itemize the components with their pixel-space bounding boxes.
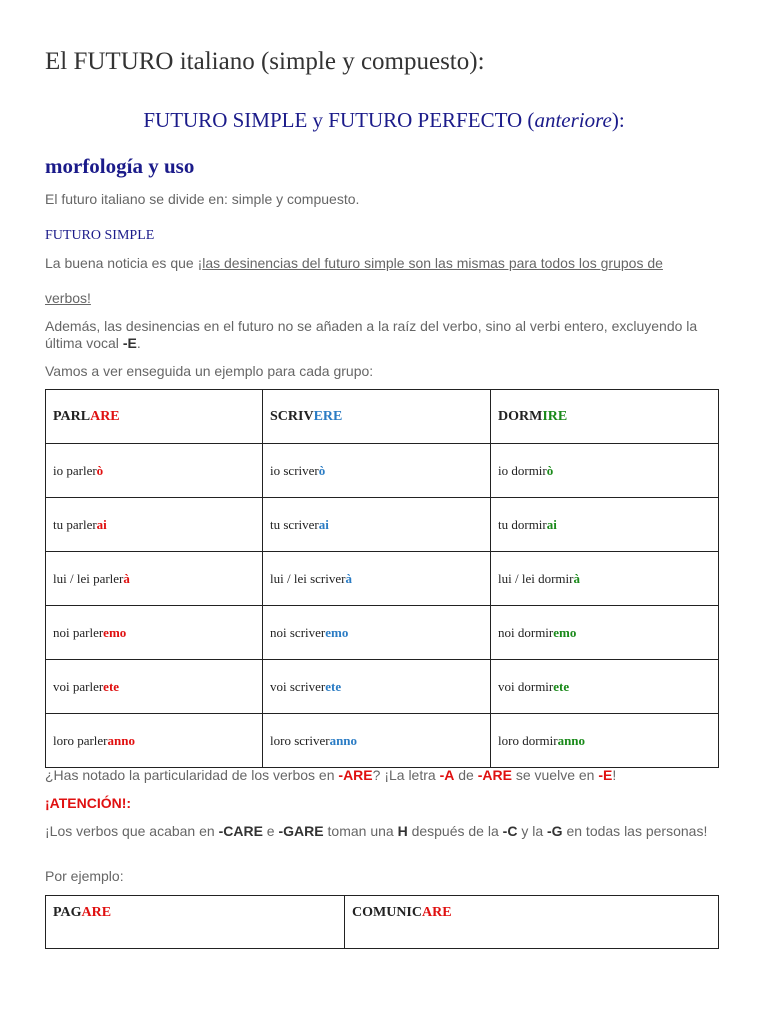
table-cell: lui / lei scriverà xyxy=(263,552,491,606)
table-cell: noi dormiremo xyxy=(491,606,719,660)
header-pagare: PAGARE xyxy=(46,896,345,949)
good-news-line-1 xyxy=(45,255,663,272)
table-cell: lui / lei parlerà xyxy=(46,552,263,606)
table-row xyxy=(46,444,719,498)
section-heading-futuro-simple: FUTURO SIMPLE xyxy=(45,228,155,243)
conjugation-table xyxy=(45,389,719,768)
care-table xyxy=(45,895,719,949)
table-row xyxy=(46,498,719,552)
table-cell: tu dormirai xyxy=(491,498,719,552)
heading-morfologia: morfología y uso xyxy=(45,154,195,178)
table-cell: lui / lei dormirà xyxy=(491,552,719,606)
atencion-heading: ¡ATENCIÓN!: xyxy=(45,795,132,811)
table-cell: voi parlerete xyxy=(46,660,263,714)
ademas-end: . xyxy=(136,335,141,351)
header-parlare: PARLARE xyxy=(46,390,263,444)
table-cell: voi scriverete xyxy=(263,660,491,714)
table-row xyxy=(46,660,719,714)
subtitle-italic: anteriore xyxy=(534,108,612,132)
table-row xyxy=(46,714,719,768)
table-cell: noi parleremo xyxy=(46,606,263,660)
ademas-bold: -E xyxy=(122,335,137,351)
header-comunicare: COMUNICARE xyxy=(345,896,719,949)
notado-paragraph: ¿Has notado la particularidad de los verbos en -ARE? ¡La letra -A de -ARE se vuelve en -E! xyxy=(45,767,617,783)
table-row xyxy=(46,606,719,660)
table-header-row xyxy=(46,390,719,444)
table-row xyxy=(46,552,719,606)
header-dormire: DORMIRE xyxy=(491,390,719,444)
table-cell: noi scriveremo xyxy=(263,606,491,660)
ademas-paragraph xyxy=(45,318,725,352)
table-header-row xyxy=(46,896,719,949)
table-cell: loro scriveranno xyxy=(263,714,491,768)
table-cell: loro dormiranno xyxy=(491,714,719,768)
table-cell: io parlerò xyxy=(46,444,263,498)
table-cell: voi dormirete xyxy=(491,660,719,714)
table-cell: loro parleranno xyxy=(46,714,263,768)
table-cell: io dormirò xyxy=(491,444,719,498)
good-news-underlined-1: las desinencias del futuro simple son las mismas para todos los grupos de xyxy=(202,255,663,271)
table-cell: tu scriverai xyxy=(263,498,491,552)
por-ejemplo: Por ejemplo: xyxy=(45,868,124,884)
good-news-before: La buena noticia es que ¡ xyxy=(45,255,203,271)
subtitle xyxy=(0,108,768,133)
table-cell: tu parlerai xyxy=(46,498,263,552)
page-title: El FUTURO italiano (simple y compuesto): xyxy=(45,48,485,75)
ademas-text: Además, las desinencias en el futuro no se añaden a la raíz del verbo, sino al verbi entero, excluyendo la última vocal xyxy=(45,318,698,351)
table-cell: io scriverò xyxy=(263,444,491,498)
subtitle-text: FUTURO SIMPLE y FUTURO PERFECTO ( xyxy=(143,108,535,132)
subtitle-close: ): xyxy=(611,108,625,132)
care-gare-paragraph: ¡Los verbos que acaban en -CARE e -GARE toman una H después de la -C y la -G en todas las personas! xyxy=(45,823,708,839)
good-news-line-2: verbos! xyxy=(45,290,91,306)
vamos-paragraph: Vamos a ver enseguida un ejemplo para cada grupo: xyxy=(45,363,374,379)
intro-paragraph: El futuro italiano se divide en: simple y compuesto. xyxy=(45,191,360,207)
header-scrivere: SCRIVERE xyxy=(263,390,491,444)
